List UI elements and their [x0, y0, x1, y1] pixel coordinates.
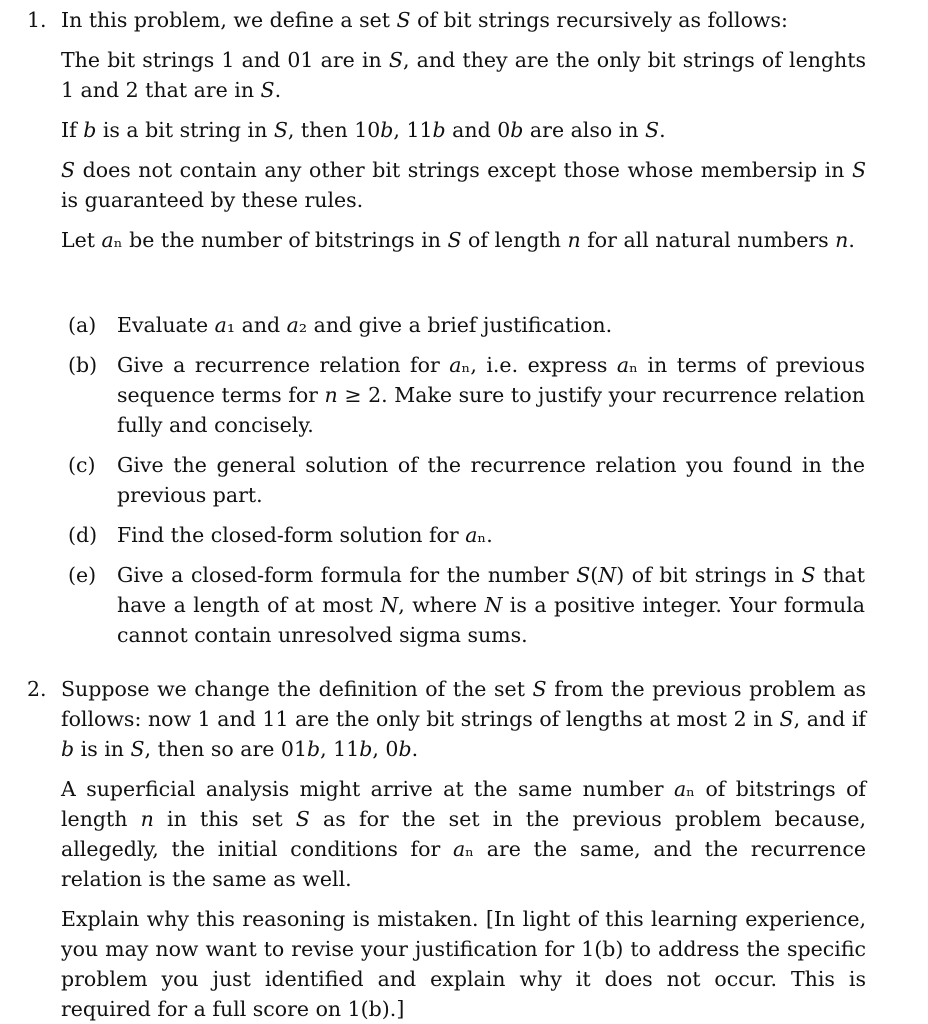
- problem-2-question: Explain why this reasoning is mistaken. [In light of this learning experience, you may now want to revise your justification for 1(b) to address the specific problem you just identified and explain why it does not occur. This is required for a full score on 1(b).]: [61, 907, 866, 1021]
- part-label: (d): [68, 523, 98, 547]
- part-text: Find the closed-form solution for 𝑎ₙ.: [117, 523, 493, 547]
- part-text: Give a recurrence relation for 𝑎ₙ, i.e. express 𝑎ₙ in terms of previous sequence terms for 𝑛 ≥ 2. Make sure to justify your recurrence relation fully and concisely.: [117, 353, 865, 437]
- problem-2-intro: Suppose we change the definition of the set 𝑆 from the previous problem as follows: now 1 and 11 are the only bit strings of lengths at most 2 in 𝑆, and if 𝑏 is in 𝑆, then so are 01𝑏, 11𝑏, 0𝑏.: [61, 677, 866, 761]
- problem-1-base-case: The bit strings 1 and 01 are in 𝑆, and they are the only bit strings of lenghts 1 and 2 that are in 𝑆.: [61, 48, 866, 102]
- part-text: Evaluate 𝑎₁ and 𝑎₂ and give a brief justification.: [117, 313, 613, 337]
- problem-number: 1.: [27, 8, 47, 32]
- problem-number: 2.: [27, 677, 47, 701]
- part-label: (e): [68, 563, 97, 587]
- part-text: Give the general solution of the recurrence relation you found in the previous part.: [117, 453, 865, 507]
- part-text: Give a closed-form formula for the number 𝑆(𝑁) of bit strings in 𝑆 that have a length of at most 𝑁, where 𝑁 is a positive integer. Your formula cannot contain unresolved sigma sums.: [117, 563, 865, 647]
- problem-1-exclusion-rule: 𝑆 does not contain any other bit strings except those whose membersip in 𝑆 is guaranteed by these rules.: [61, 158, 866, 212]
- part-label: (b): [68, 353, 98, 377]
- part-label: (c): [68, 453, 96, 477]
- problem-1-intro: In this problem, we define a set 𝑆 of bit strings recursively as follows:: [61, 8, 788, 32]
- problem-1-recursive-rule: If 𝑏 is a bit string in 𝑆, then 10𝑏, 11𝑏 and 0𝑏 are also in 𝑆.: [61, 118, 666, 142]
- part-label: (a): [68, 313, 97, 337]
- problem-2-analysis: A superficial analysis might arrive at the same number 𝑎ₙ of bitstrings of length 𝑛 in this set 𝑆 as for the set in the previous problem because, allegedly, the initial conditions for 𝑎ₙ are the same, and the recurrence relation is the same as well.: [61, 777, 866, 891]
- problem-1-definition: Let 𝑎ₙ be the number of bitstrings in 𝑆 of length 𝑛 for all natural numbers 𝑛.: [61, 228, 855, 252]
